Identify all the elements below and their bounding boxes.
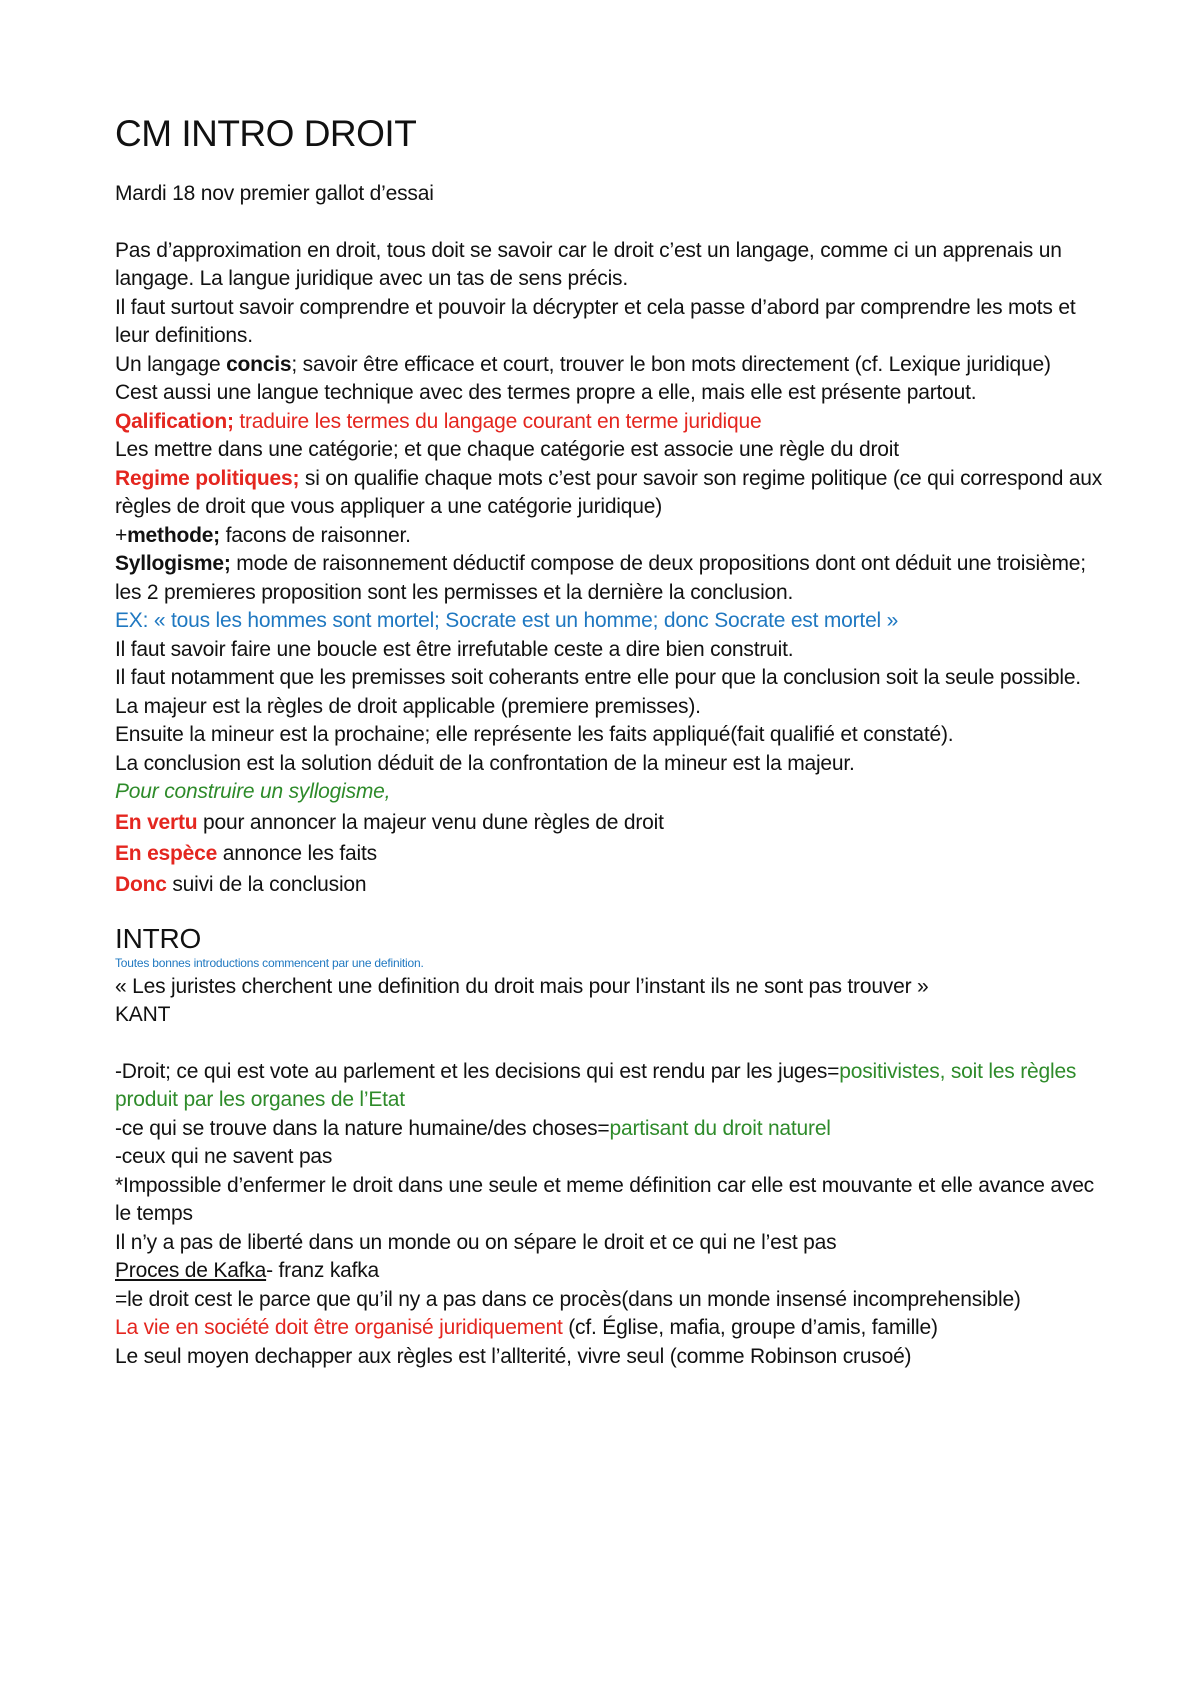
text: -Droit; ce qui est vote au parlement et les decisions qui est rendu par les juges= [115, 1059, 840, 1083]
construct-line [115, 778, 1115, 807]
green-text: positivistes, soit les règles produit par les organes de l’Etat [115, 1059, 1077, 1111]
document-page [115, 112, 1115, 1371]
step-line [115, 869, 1115, 900]
date-line: Mardi 18 nov premier gallot d’essai [115, 182, 434, 205]
definition-line: -ceux qui ne savent pas [115, 1145, 333, 1168]
paragraph-understand: Il faut surtout savoir comprendre et pouvoir la décrypter et cela passe d’abord par comprendre les mots et leur definitions. [115, 295, 1076, 347]
intro-quote: « Les juristes cherchent une definition du droit mais pour l’instant ils ne sont pas trouver » [115, 974, 929, 998]
intro-note: Toutes bonnes introductions commencent par une definition. [115, 955, 424, 970]
step-text: suivi de la conclusion [166, 872, 367, 896]
text-line: Il faut notamment que les premisses soit coherants entre elle pour que la conclusion soit la seule possible. [115, 666, 1081, 689]
step-key: En espèce [115, 841, 218, 865]
red-text: La vie en société doit être organisé juridiquement [115, 1316, 563, 1339]
step-key: En vertu [115, 810, 198, 834]
paragraph-intro: Pas d’approximation en droit, tous doit se savoir car le droit c’est un langage, comme ci un apprenais un langage. La langue juridique avec un tas de sens précis. [115, 238, 1062, 290]
term-qualification: Qalification; [115, 409, 234, 433]
construct-text: Pour construire un syllogisme, [115, 780, 391, 803]
step-line [115, 838, 1115, 869]
text: - franz kafka [266, 1259, 380, 1282]
step-text: annonce les faits [217, 841, 377, 865]
term-concis: concis [226, 352, 292, 376]
qualification-line [115, 408, 1115, 437]
text: + [115, 523, 128, 547]
text-line: Il faut savoir faire une boucle est être irrefutable ceste a dire bien construit. [115, 637, 794, 661]
text-line: Ensuite la mineur est la prochaine; elle représente les faits appliqué(fait qualifié et constaté). [115, 723, 954, 746]
term-syllogisme: Syllogisme; [115, 552, 231, 575]
text: Un langage [115, 352, 227, 376]
step-line [115, 807, 1115, 838]
text-line: La conclusion est la solution déduit de la confrontation de la mineur est la majeur. [115, 751, 855, 775]
term-methode: methode; [127, 523, 220, 547]
spacer [115, 1030, 1115, 1058]
definition-line: *Impossible d’enfermer le droit dans une seule et meme définition car elle est mouvante et elle avance avec le temps [115, 1173, 1094, 1225]
text: ; savoir être efficace et court, trouver le bon mots directement (cf. Lexique juridique) [291, 352, 1051, 376]
text: -ce qui se trouve dans la nature humaine/des choses= [115, 1116, 610, 1140]
spacer [115, 209, 1115, 237]
document-title: CM INTRO DROIT [115, 113, 417, 154]
definition-text: mode de raisonnement déductif compose de deux propositions dont ont déduit une troisième; les 2 premieres proposition sont les permisses et la dernière la conclusion. [115, 552, 1086, 604]
syllogisme-line [115, 550, 1115, 607]
kafka-line [115, 1257, 1115, 1286]
regime-line [115, 465, 1115, 522]
definition-line [115, 1115, 1115, 1144]
kafka-title: Proces de Kafka [115, 1259, 267, 1282]
intro-heading: INTRO [115, 922, 202, 954]
paragraph-technique: Cest aussi une langue technique avec des termes propre a elle, mais elle est présente partout. [115, 381, 977, 404]
definition-text: traduire les termes du langage courant en terme juridique [233, 409, 762, 433]
definition-line [115, 1314, 1115, 1343]
definition-line: =le droit cest le parce que qu’il ny a pas dans ce procès(dans un monde insensé incomprehensible) [115, 1287, 1021, 1311]
methode-line [115, 522, 1115, 551]
term-regime: Regime politiques; [115, 466, 300, 490]
example-line: EX: « tous les hommes sont mortel; Socrate est un homme; donc Socrate est mortel » [115, 609, 899, 632]
definition-text: facons de raisonner. [219, 523, 411, 547]
text-line: La majeur est la règles de droit applicable (premiere premisses). [115, 694, 701, 718]
green-text: partisant du droit naturel [609, 1116, 831, 1140]
definition-line: Le seul moyen dechapper aux règles est l’allterité, vivre seul (comme Robinson crusoé) [115, 1344, 912, 1368]
definition-line: Il n’y a pas de liberté dans un monde ou on sépare le droit et ce qui ne l’est pas [115, 1230, 837, 1254]
intro-author: KANT [115, 1003, 171, 1026]
qualification-detail: Les mettre dans une catégorie; et que chaque catégorie est associe une règle du droit [115, 438, 899, 461]
text: (cf. Église, mafia, groupe d’amis, famille) [562, 1316, 938, 1339]
paragraph-concis [115, 351, 1115, 380]
definition-line [115, 1058, 1115, 1115]
step-text: pour annoncer la majeur venu dune règles de droit [197, 810, 664, 834]
step-key: Donc [115, 872, 167, 896]
definition-text: si on qualifie chaque mots c’est pour savoir son regime politique (ce qui correspond aux règles de droit que vous appliquer a une catégorie juridique) [115, 466, 1103, 518]
